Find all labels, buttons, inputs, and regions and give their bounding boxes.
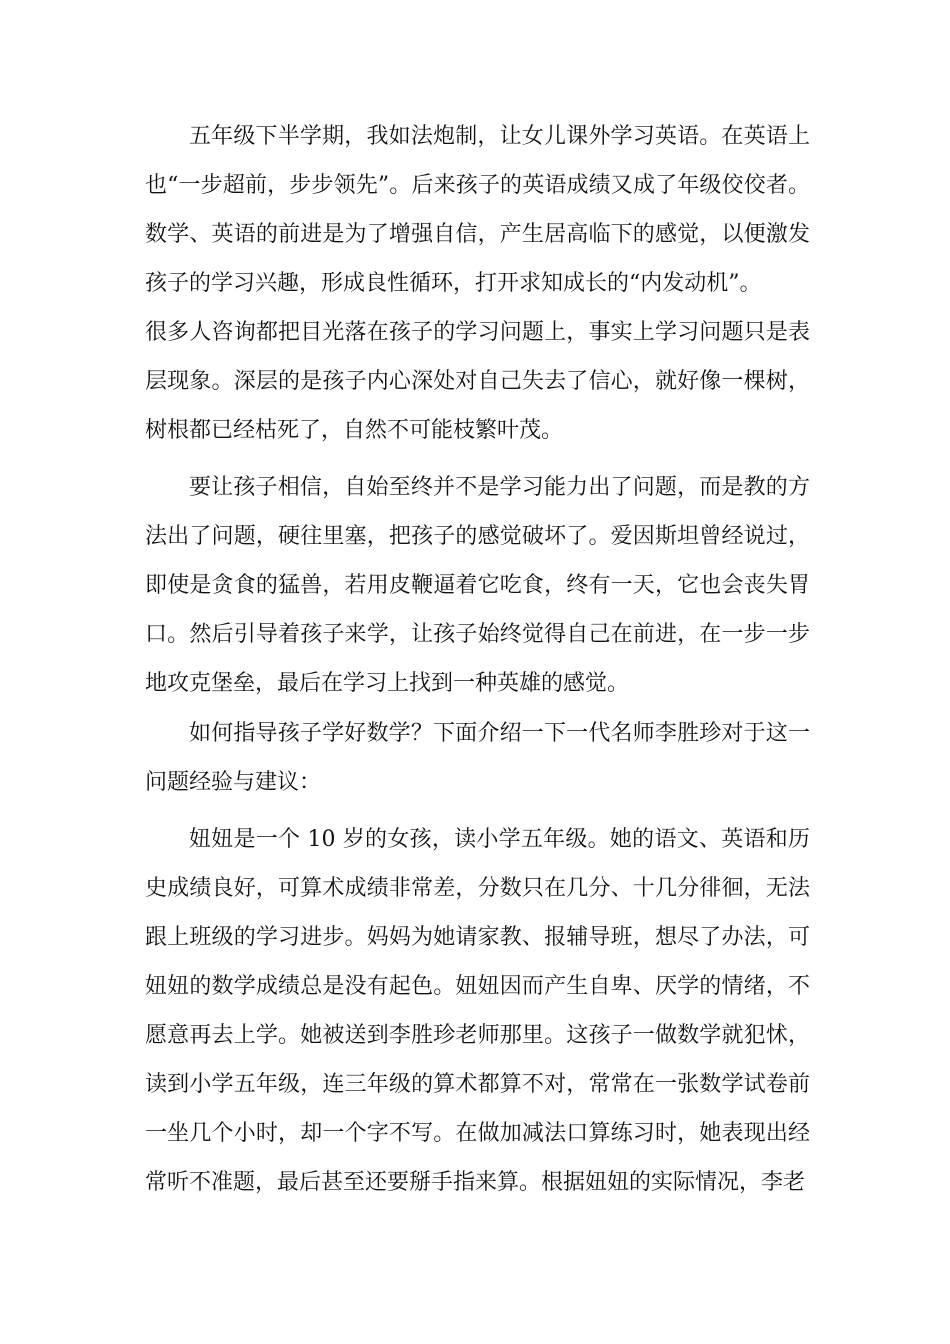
paragraph-learning-problems: 很多人咨询都把目光落在孩子的学习问题上，事实上学习问题只是表层现象。深层的是孩子内心深处对自己失去了信心，就好像一棵树，树根都已经枯死了，自然不可能枝繁叶茂。 bbox=[145, 320, 810, 443]
paragraph-teaching-method: 要让孩子相信，自始至终并不是学习能力出了问题，而是教的方法出了问题，硬往里塞，把孩子的感觉破坏了。爱因斯坦曾经说过，即使是贪食的猛兽，若用皮鞭逼着它吃食，终有一天，它也会丧失胃口。然后引导着孩子来学，让孩子始终觉得自己在前进，在一步一步地攻克堡垒，最后在学习上找到一种英雄的感觉。 bbox=[145, 475, 810, 696]
paragraph-english-study: 五年级下半学期，我如法炮制，让女儿课外学习英语。在英语上也“一步超前，步步领先”。后来孩子的英语成绩又成了年级佼佼者。数学、英语的前进是为了增强自信，产生居高临下的感觉，以便激发孩子的学习兴趣，形成良性循环，打开求知成长的“内发动机”。 bbox=[145, 124, 810, 296]
paragraph-niuniu-case: 妞妞是一个 10 岁的女孩，读小学五年级。她的语文、英语和历史成绩良好，可算术成绩非常差，分数只在几分、十几分徘徊，无法跟上班级的学习进步。妈妈为她请家教、报辅导班，想尽了办法，可妞妞的数学成绩总是没有起色。妞妞因而产生自卑、厌学的情绪，不愿意再去上学。她被送到李胜珍老师那里。这孩子一做数学就犯怵，读到小学五年级，连三年级的算术都算不对，常常在一张数学试卷前一坐几个小时，却一个字不写。在做加减法口算练习时，她表现出经常听不准题，最后甚至还要掰手指来算。根据妞妞的实际情况，李老 bbox=[145, 827, 810, 1195]
paragraph-math-guidance-intro: 如何指导孩子学好数学？下面介绍一下一代名师李胜珍对于这一问题经验与建议： bbox=[145, 721, 810, 795]
